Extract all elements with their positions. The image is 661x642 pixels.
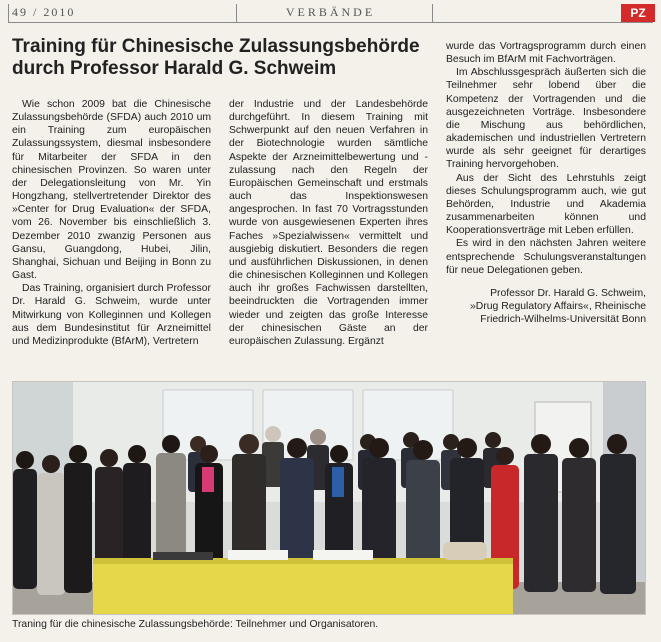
group-photo-illustration (13, 382, 645, 614)
paragraph: Das Training, organisiert durch Professor Dr. Harald G. Schweim, wurde unter Mitwirkung von Kolleginnen und Kollegen aus dem Bundesinstitut für Arzneimittel und Medizinprodukte (BfArM), Vertretern (12, 283, 211, 347)
text-column-2 (229, 98, 428, 348)
title-line-2: durch Professor Harald G. Schweim (12, 58, 337, 79)
text-column-1 (12, 98, 211, 348)
person-figure (600, 434, 636, 594)
paragraph: Wie schon 2009 bat die Chinesische Zulassungsbehörde (SFDA) auch 2010 um ein Training zum europäischen Zulassungssystem, diesmal insbesondere für Mitarbeiter der SFDA in den chinesischen Provinzen. So waren unter der Delegationsleitung von Mr. Yin Hongzhang, stellvertretender Direktor des »Center for Drug Evaluation« der SFDA, vom 26. November bis einschließlich 3. Dezember 2010 zwanzig Personen aus Gansu, Guangdong, Hubei, Jilin, Shanghai, Sichuan und Beijing in Bonn zu Gast. (12, 99, 211, 282)
section-name: VERBÄNDE (285, 5, 376, 19)
person-figure (37, 455, 65, 595)
person-figure (64, 445, 92, 593)
person-figure (524, 434, 558, 592)
paragraph: wurde das Vortragsprogramm durch einen Besuch im BfArM mit Fachvorträgen. (446, 41, 646, 66)
author-signature (446, 287, 646, 326)
page-header (0, 0, 661, 26)
author-name: Professor Dr. Harald G. Schweim, (490, 287, 646, 299)
paragraph: Es wird in den nächsten Jahren weitere entsprechende Schulungsveranstaltungen für neue Delegationen geben. (446, 238, 646, 276)
author-university: Friedrich-Wilhelms-Universität Bonn (480, 314, 646, 326)
group-photo (12, 381, 646, 615)
paragraph: der Industrie und der Landesbehörde durchgeführt. In diesem Training mit Schwerpunkt auf den neuen Verfahren in der Biotechnologie wurden sämtliche Aspekte der Arzneimittelbewertung und -zulassung nach den Regeln der Europäischen Gemeinschaft und erstmals auch das Inspektionswesen angesprochen. In fast 70 Vortragsstunden wurde von ausgewiesenen Experten ihres Faches »Spezialwissen« vermittelt und ausgiebig diskutiert. Besonders die regen und ausführlichen Diskussionen, in denen die chinesischen Kolleginnen und Kollegen auch ihr großes Fachwissen darstellten, beeindruckten die Vortragenden immer wieder und zeigten das große Interesse der chinesischen Gäste an der europäischen Zulassung. Ergänzt (229, 99, 428, 347)
author-department: »Drug Regulatory Affairs«, Rheinische (470, 300, 646, 312)
paragraph: Im Abschlussgespräch äußerten sich die Teilnehmer sehr lobend über die Kompetenz der Vortragenden und die ausgezeichneten Vorträge. Insbesondere die Mischung aus behördlichen, akademischen und industriellen Vertretern wurde als sehr geeignet für derartiges Training hervorgehoben. (446, 67, 646, 171)
title-line-1: Training für Chinesische Zulassungsbehörde (12, 36, 420, 57)
person-figure (562, 438, 596, 592)
person-figure (13, 451, 37, 589)
conference-table (93, 558, 513, 614)
article-title (12, 36, 432, 80)
paragraph: Aus der Sicht des Lehrstuhls zeigt dieses Schulungsprogramm auch, wie gut Behörden, Industrie und Akademia zusammenarbeiten können und Kooperationsverträge mit Leben erfüllen. (446, 172, 646, 237)
issue-number: 49 / 2010 (12, 5, 76, 19)
text-column-3 (446, 40, 646, 326)
pz-logo: PZ (621, 4, 655, 22)
header-rule (8, 22, 653, 23)
photo-caption: Traning für die chinesische Zulassungsbehörde: Teilnehmer und Organisatoren. (12, 619, 379, 630)
